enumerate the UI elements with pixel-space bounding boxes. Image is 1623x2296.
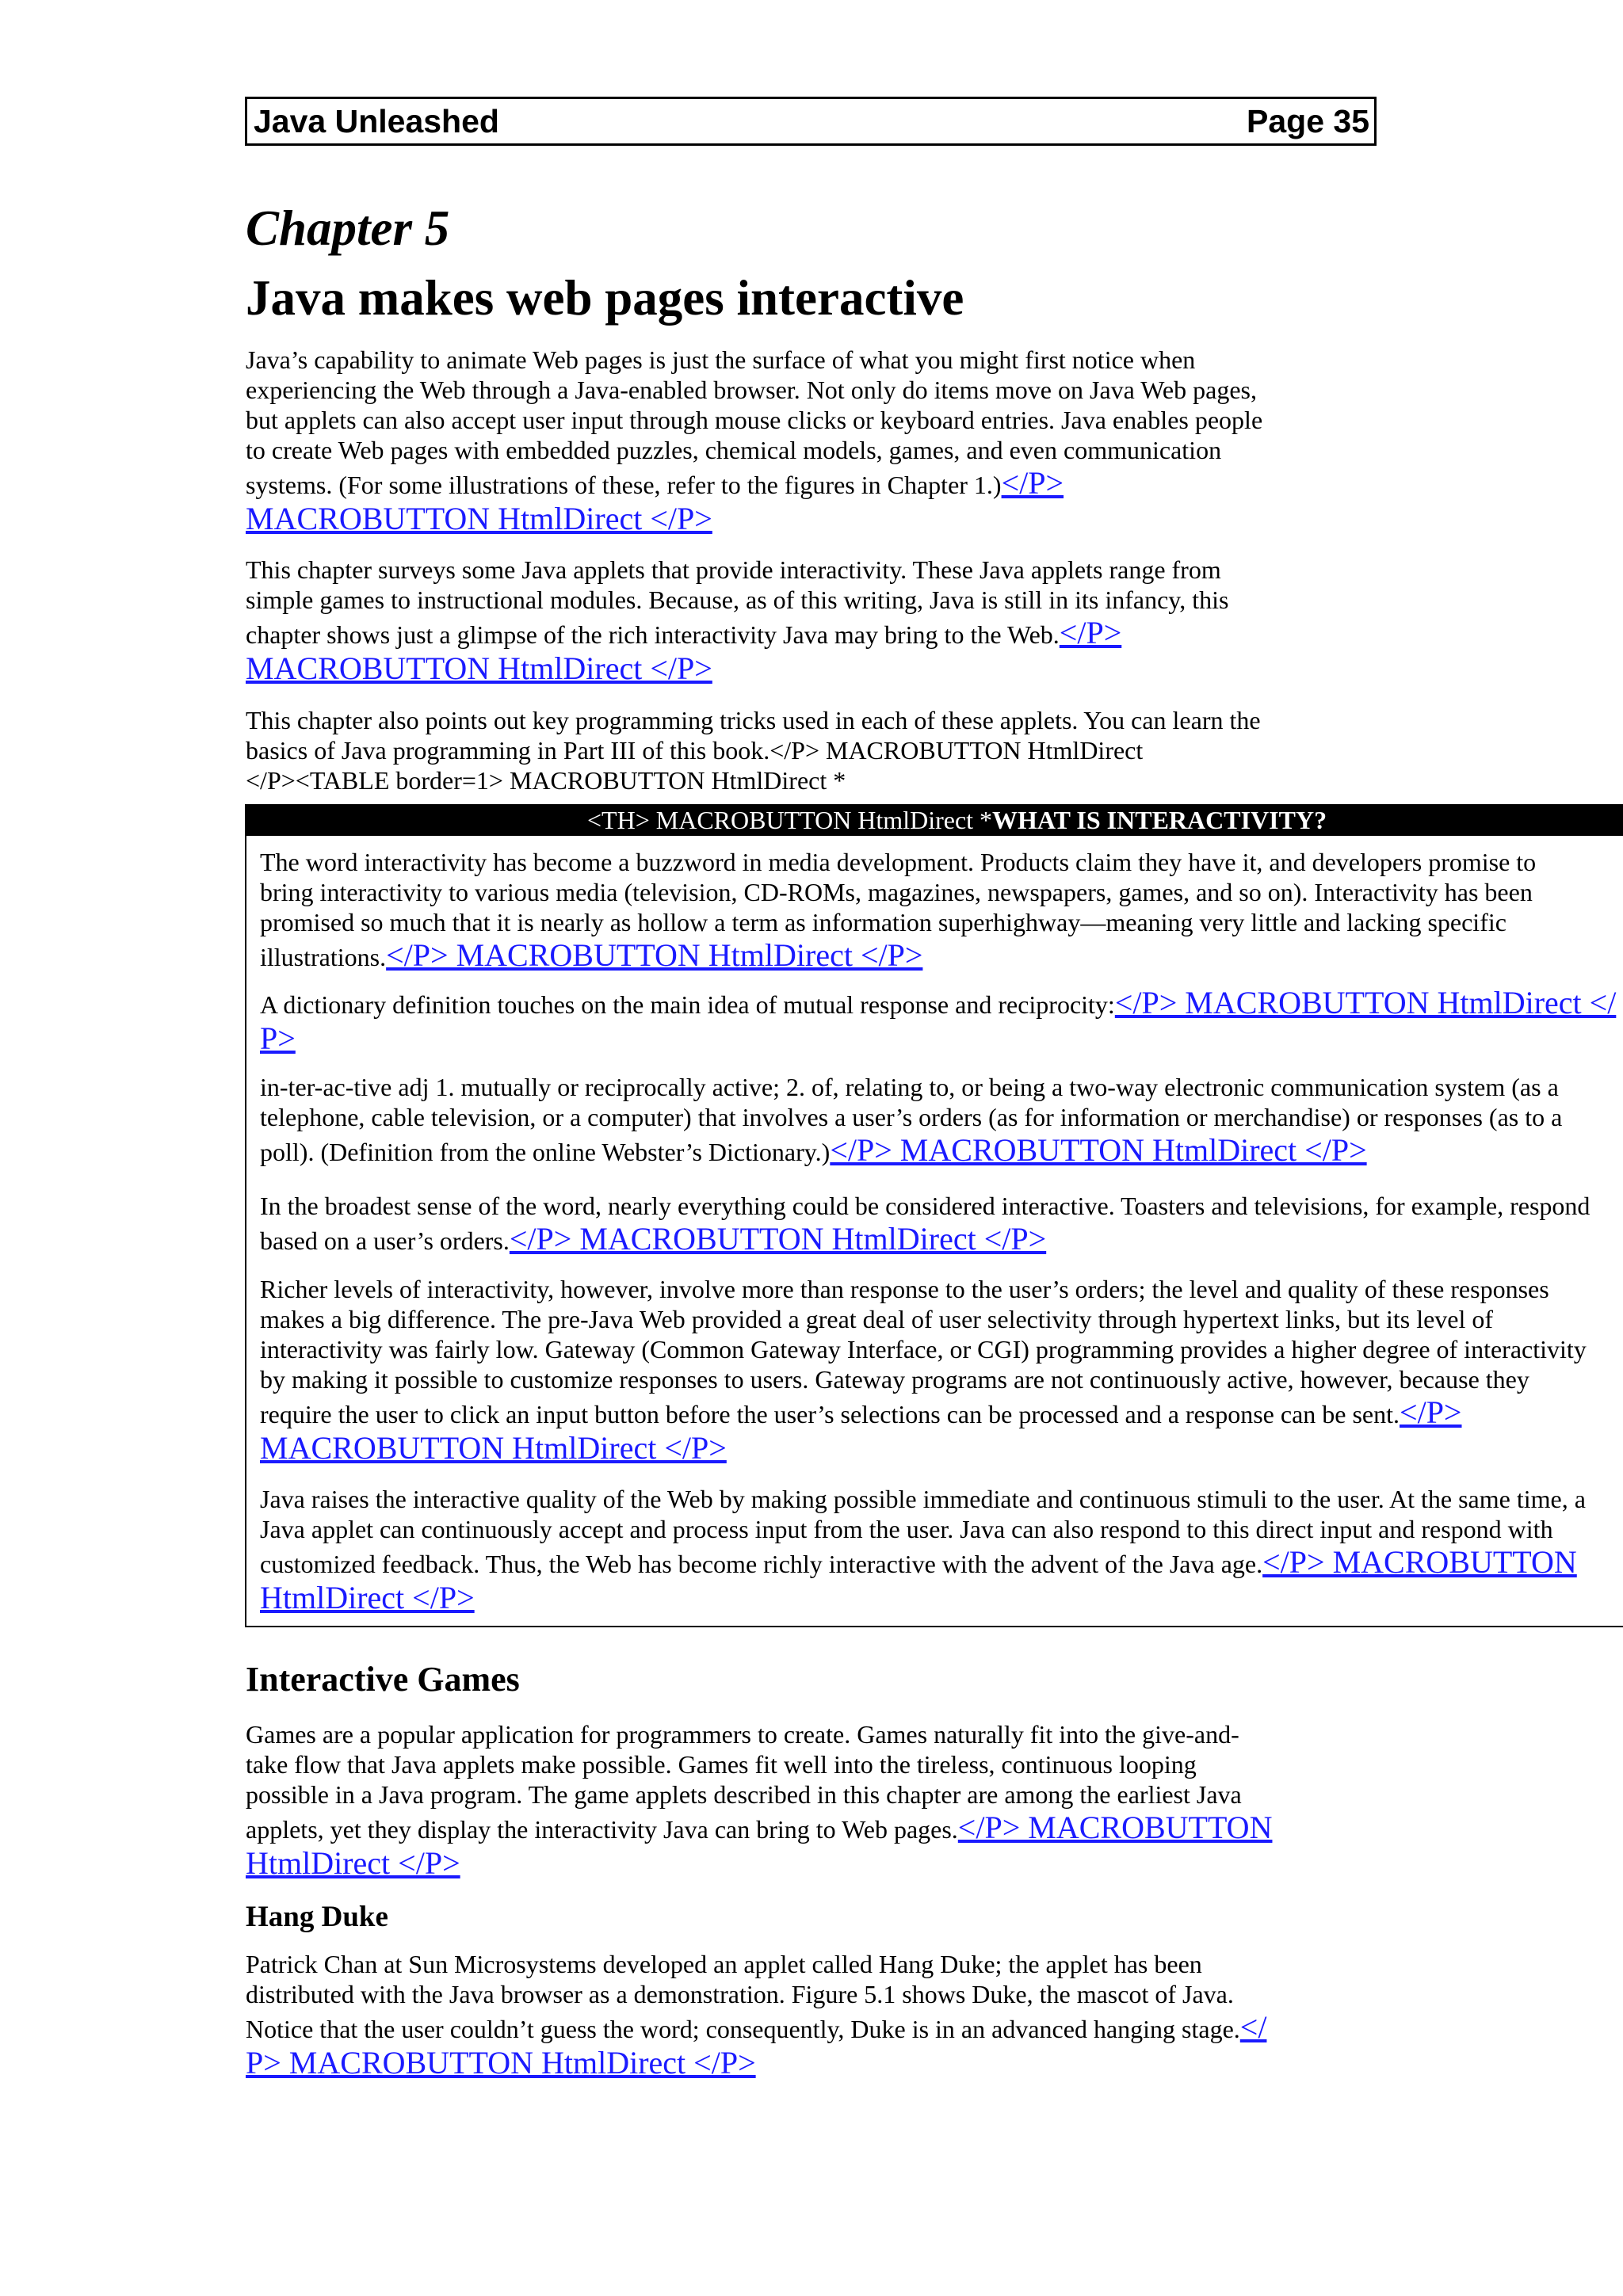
paragraph-line (246, 465, 1379, 501)
paragraph-line: but applets can also accept user input through mouse clicks or keyboard entries. Java enables people (246, 406, 1263, 434)
paragraph-line: interactivity was fairly low. Gateway (Common Gateway Interface, or CGI) programming provides a higher degree of interactivity (260, 1335, 1587, 1363)
paragraph-line: bring interactivity to various media (television, CD-ROMs, magazines, newspapers, games, and so on). Interactivity has been (260, 878, 1533, 906)
paragraph-line: distributed with the Java browser as a demonstration. Figure 5.1 shows Duke, the mascot of Java. (246, 1980, 1234, 2008)
paragraph-line (260, 1221, 1590, 1257)
paragraph-text: applets, yet they display the interactivity Java can bring to Web pages. (246, 1815, 958, 1844)
macrobutton-link[interactable]: </P> MACROBUTTON HtmlDirect </ (1114, 985, 1617, 1020)
intro-paragraph-3 (246, 705, 1379, 795)
paragraph-text: chapter shows just a glimpse of the rich interactivity Java may bring to the Web. (246, 620, 1060, 649)
macrobutton-link[interactable]: </P> (1059, 615, 1122, 650)
sidebar-paragraph-5 (260, 1274, 1587, 1466)
intro-paragraph-2 (246, 555, 1379, 686)
paragraph-line: possible in a Java program. The game applets described in this chapter are among the earliest Java (246, 1780, 1242, 1809)
sidebar-header-text (587, 804, 1327, 836)
page-number: Page 35 (1247, 102, 1369, 139)
paragraph-line: simple games to instructional modules. Because, as of this writing, Java is still in its infancy, this (246, 585, 1229, 614)
paragraph-line: The word interactivity has become a buzzword in media development. Products claim they have it, and developers promise to (260, 848, 1537, 876)
macrobutton-link[interactable]: </P> MACROBUTTON HtmlDirect </P> (509, 1221, 1047, 1257)
sidebar-header (245, 804, 1623, 836)
paragraph-line (246, 2009, 1379, 2045)
macrobutton-link[interactable]: </P> (1400, 1394, 1462, 1430)
macrobutton-link[interactable]: MACROBUTTON HtmlDirect </P> (246, 650, 712, 686)
paragraph-line: telephone, cable television, or a computer) that involves a user’s orders (as for information or merchandise) or responses (as to a (260, 1103, 1563, 1131)
macrobutton-link[interactable]: MACROBUTTON HtmlDirect </P> (246, 501, 712, 536)
paragraph-line: Patrick Chan at Sun Microsystems developed an applet called Hang Duke; the applet has been (246, 1950, 1202, 1978)
paragraph-text: customized feedback. Thus, the Web has become richly interactive with the advent of the Java age. (260, 1550, 1263, 1578)
hang-duke-paragraph (246, 1949, 1379, 2081)
paragraph-line: in-ter-ac-tive adj 1. mutually or reciprocally active; 2. of, relating to, or being a two-way electronic communication system (as a (260, 1073, 1559, 1101)
paragraph-line: by making it possible to customize responses to users. Gateway programs are not continuously active, however, because they (260, 1365, 1529, 1394)
paragraph-line: promised so much that it is nearly as hollow a term as information superhighway—meaning very little and lacking specific (260, 908, 1507, 936)
sidebar-paragraph-1 (260, 847, 1536, 973)
paragraph-line (246, 615, 1379, 650)
macrobutton-link[interactable]: </P> MACROBUTTON HtmlDirect </P> (830, 1132, 1367, 1168)
macrobutton-link[interactable]: </P> MACROBUTTON (1262, 1544, 1577, 1580)
paragraph-line (260, 985, 1616, 1020)
paragraph-line: This chapter surveys some Java applets that provide interactivity. These Java applets range from (246, 555, 1221, 584)
paragraph-line: to create Web pages with embedded puzzles, chemical models, games, and even communication (246, 436, 1222, 464)
sidebar-paragraph-3 (260, 1072, 1562, 1168)
paragraph-line: experiencing the Web through a Java-enabled browser. Not only do items move on Java Web pages, (246, 376, 1257, 404)
paragraph-text: illustrations. (260, 943, 387, 971)
paragraph-text: Notice that the user couldn’t guess the word; consequently, Duke is in an advanced hanging stage. (246, 2015, 1240, 2043)
paragraph-line (260, 1132, 1562, 1168)
macrobutton-link[interactable]: </P> MACROBUTTON (957, 1810, 1273, 1845)
sidebar-paragraph-4 (260, 1191, 1590, 1257)
paragraph-line (260, 1544, 1586, 1580)
intro-paragraph-1 (246, 345, 1379, 536)
paragraph-text: poll). (Definition from the online Webster’s Dictionary.) (260, 1138, 831, 1166)
macrobutton-link[interactable]: P> (260, 1020, 296, 1056)
macrobutton-link[interactable]: HtmlDirect </P> (260, 1580, 475, 1615)
paragraph-line: In the broadest sense of the word, nearly everything could be considered interactive. Toasters and televisions, for example, respond (260, 1192, 1591, 1220)
book-title: Java Unleashed (254, 102, 499, 139)
paragraph-line: </P><TABLE border=1> MACROBUTTON HtmlDirect * (246, 766, 846, 795)
games-paragraph (246, 1719, 1379, 1881)
chapter-title: Java makes web pages interactive (246, 270, 964, 326)
running-header (245, 97, 1377, 146)
sidebar-header-title: WHAT IS INTERACTIVITY? (992, 806, 1327, 834)
sidebar-paragraph-6 (260, 1484, 1586, 1615)
paragraph-line: Games are a popular application for programmers to create. Games naturally fit into the give-and- (246, 1720, 1239, 1749)
chapter-label: Chapter 5 (246, 200, 450, 256)
paragraph-text: based on a user’s orders. (260, 1226, 510, 1255)
sidebar-header-prefix: <TH> MACROBUTTON HtmlDirect * (587, 806, 993, 834)
macrobutton-link[interactable]: </ (1239, 2009, 1267, 2045)
macrobutton-link[interactable]: MACROBUTTON HtmlDirect </P> (260, 1430, 727, 1466)
paragraph-text: A dictionary definition touches on the main idea of mutual response and reciprocity: (260, 990, 1115, 1019)
paragraph-line (246, 1810, 1379, 1845)
paragraph-text: systems. (For some illustrations of these, refer to the figures in Chapter 1.) (246, 471, 1002, 499)
section-heading-hang-duke: Hang Duke (246, 1901, 388, 1933)
paragraph-line: makes a big difference. The pre-Java Web provided a great deal of user selectivity through hypertext links, but its level of (260, 1305, 1494, 1333)
macrobutton-link[interactable]: </P> (1001, 465, 1064, 501)
paragraph-line: take flow that Java applets make possible. Games fit well into the tireless, continuous looping (246, 1750, 1197, 1779)
paragraph-line: Java raises the interactive quality of the Web by making possible immediate and continuous stimuli to the user. At the same time, a (260, 1485, 1586, 1513)
paragraph-line: Java’s capability to animate Web pages is just the surface of what you might first notice when (246, 345, 1196, 374)
paragraph-line (260, 937, 1536, 973)
section-heading-interactive-games: Interactive Games (246, 1660, 520, 1699)
paragraph-line: This chapter also points out key programming tricks used in each of these applets. You can learn the (246, 706, 1261, 734)
paragraph-line (260, 1394, 1587, 1430)
paragraph-line: Richer levels of interactivity, however, involve more than response to the user’s orders; the level and quality of these responses (260, 1275, 1549, 1303)
macrobutton-link[interactable]: P> MACROBUTTON HtmlDirect </P> (246, 2045, 756, 2081)
paragraph-text: require the user to click an input button before the user’s selections can be processed and a response can be sent. (260, 1400, 1400, 1428)
macrobutton-link[interactable]: HtmlDirect </P> (246, 1845, 460, 1881)
sidebar-box (245, 836, 1623, 1627)
paragraph-line: basics of Java programming in Part III of this book.</P> MACROBUTTON HtmlDirect (246, 736, 1144, 765)
macrobutton-link[interactable]: </P> MACROBUTTON HtmlDirect </P> (386, 937, 923, 973)
sidebar-paragraph-2 (260, 985, 1616, 1056)
paragraph-line: Java applet can continuously accept and process input from the user. Java can also respond to this direct input and respond with (260, 1515, 1553, 1543)
